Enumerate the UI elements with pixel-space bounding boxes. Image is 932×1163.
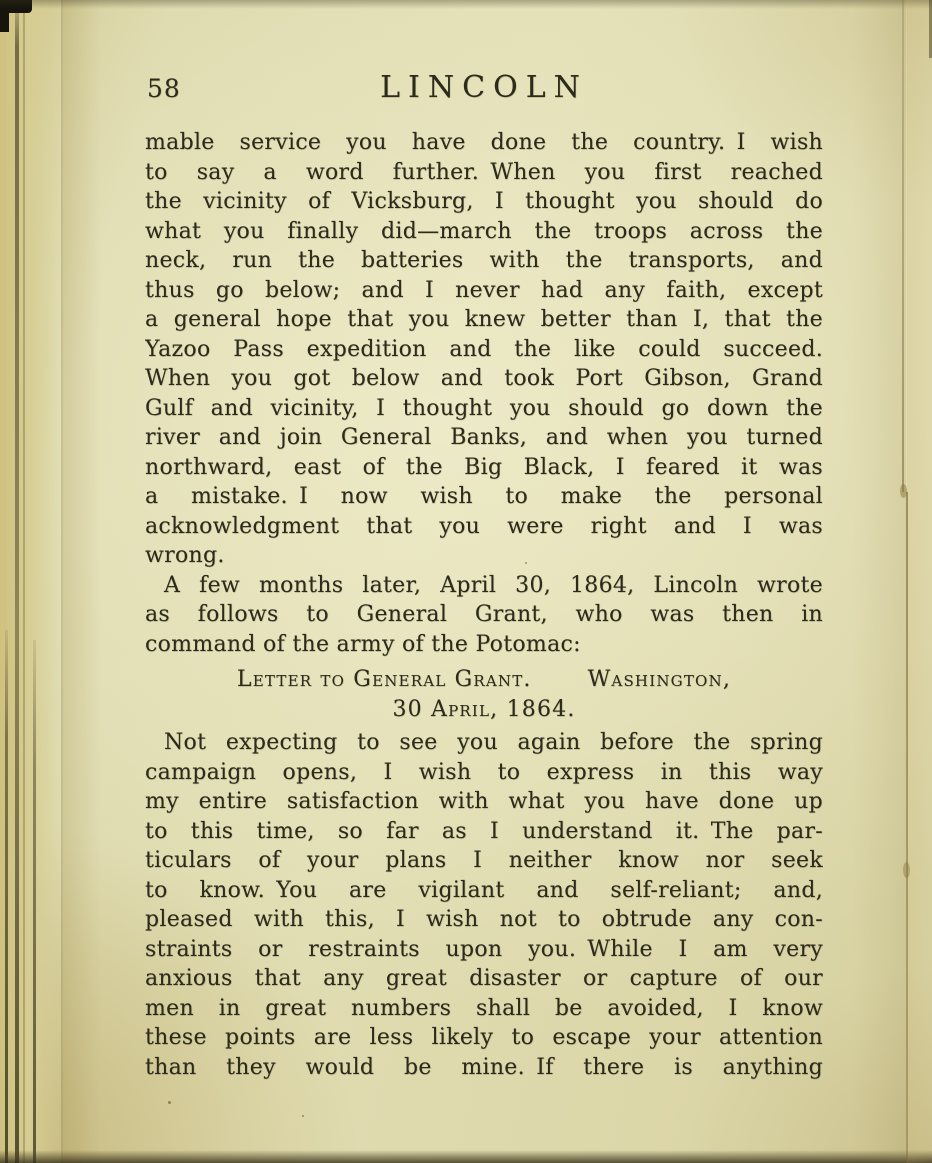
top-edge-shadow bbox=[0, 0, 932, 9]
page-curl-shading bbox=[852, 0, 906, 1163]
text-line: Not expecting to see you again before the spring bbox=[164, 730, 823, 755]
text-line: river and join General Banks, and when you turned bbox=[145, 425, 823, 450]
text-line: a mistake. I now wish to make the personal bbox=[145, 484, 823, 509]
text-line: command of the army of the Potomac: bbox=[145, 631, 581, 657]
page-number: 58 bbox=[147, 74, 181, 103]
text-line: a general hope that you knew better than I, that the bbox=[145, 307, 823, 332]
text-line: the vicinity of Vicksburg, I thought you should do bbox=[145, 189, 823, 214]
letter-date: 30 April, 1864. bbox=[392, 696, 576, 722]
text-line: anxious that any great disaster or capture of our bbox=[145, 966, 823, 991]
gutter-shadow bbox=[63, 0, 101, 1163]
text-line: than they would be mine. If there is anything bbox=[145, 1054, 823, 1080]
text-line: my entire satisfaction with what you have done up bbox=[145, 789, 823, 814]
text-line: pleased with this, I wish not to obtrude any con- bbox=[145, 907, 823, 932]
letter-date-line bbox=[145, 695, 823, 725]
text-line: to say a word further. When you first reached bbox=[145, 159, 823, 185]
letter-heading bbox=[145, 665, 823, 695]
page-header-row bbox=[145, 70, 823, 110]
body-text bbox=[145, 128, 823, 1082]
torn-page-edge bbox=[906, 492, 908, 1163]
page-edge-line bbox=[33, 640, 36, 1163]
book-edge-stack bbox=[0, 0, 63, 1163]
page-edge-line bbox=[5, 630, 8, 1163]
text-column bbox=[145, 70, 823, 1080]
text-line: as follows to General Grant, who was then in bbox=[145, 602, 823, 627]
text-line: mable service you have done the country. I wish bbox=[145, 130, 823, 155]
page-edge-line bbox=[15, 0, 19, 1163]
text-line: Gulf and vicinity, I thought you should go down the bbox=[145, 395, 823, 421]
running-header: LINCOLN bbox=[380, 70, 588, 105]
letter-place: Washington, bbox=[587, 667, 732, 692]
text-line: ticulars of your plans I neither know nor seek bbox=[145, 848, 823, 873]
text-line: campaign opens, I wish to express in this way bbox=[145, 759, 823, 785]
text-line: to this time, so far as I understand it. The par- bbox=[145, 818, 823, 844]
under-page-strip bbox=[907, 0, 932, 1163]
text-line: When you got below and took Port Gibson, Grand bbox=[145, 366, 823, 391]
torn-edge-notch bbox=[900, 484, 907, 498]
text-line: straints or restraints upon you. While I am very bbox=[145, 936, 823, 962]
text-line: to know. You are vigilant and self-reliant; and, bbox=[145, 877, 823, 903]
text-line: neck, run the batteries with the transports, and bbox=[145, 248, 823, 273]
text-line: men in great numbers shall be avoided, I know bbox=[145, 995, 823, 1021]
text-line: what you finally did—march the troops across the bbox=[145, 218, 823, 244]
page-edge-line bbox=[23, 0, 25, 1163]
text-line: Yazoo Pass expedition and the like could succeed. bbox=[145, 336, 823, 362]
text-line: these points are less likely to escape your attention bbox=[145, 1025, 823, 1050]
text-line: A few months later, April 30, 1864, Lincoln wrote bbox=[164, 572, 823, 598]
torn-page-edge bbox=[902, 0, 904, 492]
letter-title: Letter to General Grant. bbox=[236, 667, 532, 692]
text-line: northward, east of the Big Black, I feared it was bbox=[145, 454, 823, 480]
paper-speck bbox=[302, 1115, 304, 1117]
bottom-edge-shadow bbox=[0, 1150, 932, 1163]
text-line: acknowledgment that you were right and I was bbox=[145, 513, 823, 539]
text-line: thus go below; and I never had any faith, except bbox=[145, 277, 823, 303]
paper-speck bbox=[168, 1101, 171, 1104]
text-line: wrong. bbox=[145, 543, 225, 568]
torn-edge-notch bbox=[903, 862, 910, 878]
